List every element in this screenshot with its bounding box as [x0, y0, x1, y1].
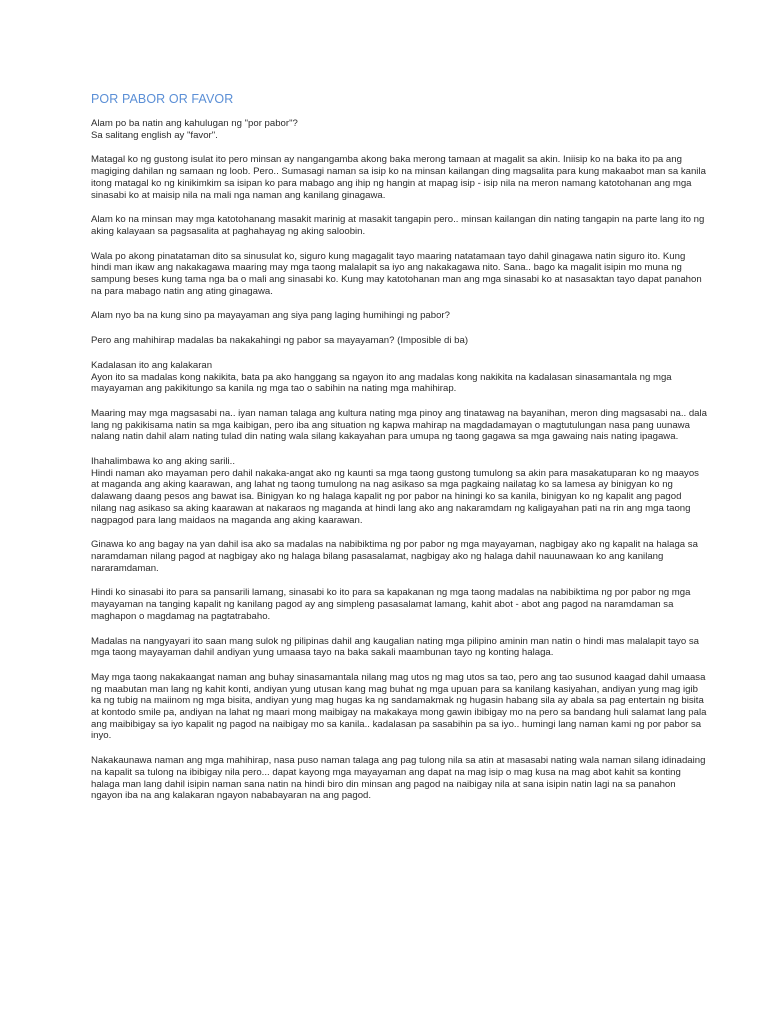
paragraph: Kadalasan ito ang kalakaran Ayon ito sa madalas kong nakikita, bata pa ako hanggang sa ngayon ito ang madalas kong nakikita na kadalasan sinasamantala ng mga mayayaman ang pakikitungo sa kanila ng mga tao o sabihin na nating mga mahihirap. — [91, 359, 672, 395]
paragraph: Wala po akong pinatataman dito sa sinusulat ko, siguro kung magagalit tayo maaring natatamaan tayo dahil ginagawa natin siguro ito. Kung hindi man ikaw ang nakakagawa maaring may mga taong malalapit sa iyo ang nakakagawa nito. Sana.. bago ka magalit isipin mo muna ng sampung beses kung tama nga ba o mali ang sinasabi ko. Kung may katotohanan man ang mga sinasabi ko at nasasaktan tayo dapat panahon na para mabago natin ang ating ginagawa. — [91, 250, 702, 297]
paragraph: Alam po ba natin ang kahulugan ng "por pabor"? Sa salitang english ay "favor". — [91, 118, 298, 141]
paragraph: Matagal ko ng gustong isulat ito pero minsan ay nangangamba akong baka merong tamaan at magalit sa akin. Iniisip ko na baka ito pa ang magiging dahilan ng samaan ng loob. Pero.. Sumasagi naman sa isip ko na minsan kailangan ding magsalita para kung makaabot man sa kanila itong matagal ko ng kinikimkim sa isipan ko para mabago ang ihip ng hangin at mapag isip - isip nila na meron namang katotohanan ang mga sinasabi ko at maisip nila na mali nga naman ang kanilang ginagawa. — [91, 154, 706, 201]
paragraph: May mga taong nakakaangat naman ang buhay sinasamantala nilang mag utos ng mag utos sa tao, pero ang tao susunod kaagad dahil umaasa ng maabutan man lang ng kahit konti, andiyan yung utusan kang mag buhat ng mga upuan para sa kanilang kasiyahan, andiyan yung mag igib ka ng tubig na maiinom ng mga bisita, andiyan yung mag hugas ka ng sandamakmak ng hugasin habang sila ay abala sa pag entertain ng bisita at kontodo smile pa, andiyan na lahat ng maari mong maibigay na makakaya mong gawin ibibigay mo na pero sa bandang huli salamat lang pala ang maibibigay sa iyo kapalit ng pagod na naibigay mo sa kanila.. kadalasan pa sasabihin pa sa iyo.. humingi lang naman kami ng por pabor sa inyo. — [91, 671, 707, 742]
paragraph: Hindi ko sinasabi ito para sa pansarili lamang, sinasabi ko ito para sa kapakanan ng mga taong madalas na nabibiktima ng por pabor ng mga mayayaman na tanging kapalit ng kanilang pagod ay ang simpleng pasasalamat lamang, kahit abot - abot ang pagod na naramdaman sa maghapon o magdamag na pagtatrabaho. — [91, 587, 691, 622]
paragraph: Pero ang mahihirap madalas ba nakakahingi ng pabor sa mayayaman? (Imposible di ba) — [91, 335, 469, 347]
paragraph: Alam nyo ba na kung sino pa mayayaman ang siya pang laging humihingi ng pabor? — [91, 310, 450, 322]
paragraph: Ihahalimbawa ko ang aking sarili.. Hindi naman ako mayaman pero dahil nakaka-angat ako ng kaunti sa mga taong gustong tumulong sa akin para masakatuparan ko ng maayos at maganda ang aking kaarawan, ang lahat ng taong tumulong na nag asikaso sa mga pagkaing nailatag ko sa lamesa ay binigyan ko ng dalawang daang pesos ang bawat isa. Binigyan ko ng halaga kapalit ng por pabor na hiningi ko sa kanila, binigyan ko ng kapalit ang pagod nilang nag asikaso sa aking kaarawan at nakaraos ng maganda at hindi lang ako ang nakaramdam ng kaligayahan pati na rin ang mga taong nagpagod para lang maidaos na maganda ang aking kaarawan. — [91, 456, 699, 526]
document-title: POR PABOR OR FAVOR — [91, 92, 234, 106]
paragraph: Maaring may mga magsasabi na.. iyan naman talaga ang kultura nating mga pinoy ang tinatawag na bayanihan, meron ding magsasabi na.. dala lang ng pakikisama natin sa mga kaibigan, pero iba ang situation ng kapwa mahirap na magdadamayan o magtutulungan nasa pang uunawa nalang natin dahil alam nating tulad din nating wala silang kakayahan para umupa ng taong gagawa sa mga gawaing nais nating ipagawa. — [91, 407, 707, 443]
paragraph: Madalas na nangyayari ito saan mang sulok ng pilipinas dahil ang kaugalian nating mga pilipino aminin man natin o hindi mas malalapit tayo sa mga taong mayayaman dahil andiyan yung umaasa tayo na baka sakali maambunan tayo ng konting halaga. — [91, 635, 699, 659]
paragraph: Ginawa ko ang bagay na yan dahil isa ako sa madalas na nabibiktima ng por pabor ng mga mayayaman, nagbigay ako ng kapalit na halaga sa naramdaman nilang pagod at nagbigay ako ng halaga bilang pasasalamat, nagbigay ako ng halaga dahil nauunawaan ko ang kanilang nararamdaman. — [91, 539, 698, 574]
paragraph: Nakakaunawa naman ang mga mahihirap, nasa puso naman talaga ang pag tulong nila sa atin at masasabi nating wala naman silang idinadaing na kapalit sa tulong na ibibigay nila pero... dapat kayong mga mayayaman ang dapat na mag isip o mag kusa na mag abot kahit sa konting halaga man lang dahil isipin naman sana natin na hindi biro din minsan ang pagod na naibigay nila at sana isipin natin lagi na sa panahon ngayon iba na ang kalakaran ngayon nababayaran na ang pagod. — [91, 755, 706, 802]
paragraph: Alam ko na minsan may mga katotohanang masakit marinig at masakit tangapin pero.. minsan kailangan din nating tangapin na parte lang ito ng aking kalayaan sa pagsasalita at paghahayag ng aking saloobin. — [91, 214, 705, 237]
